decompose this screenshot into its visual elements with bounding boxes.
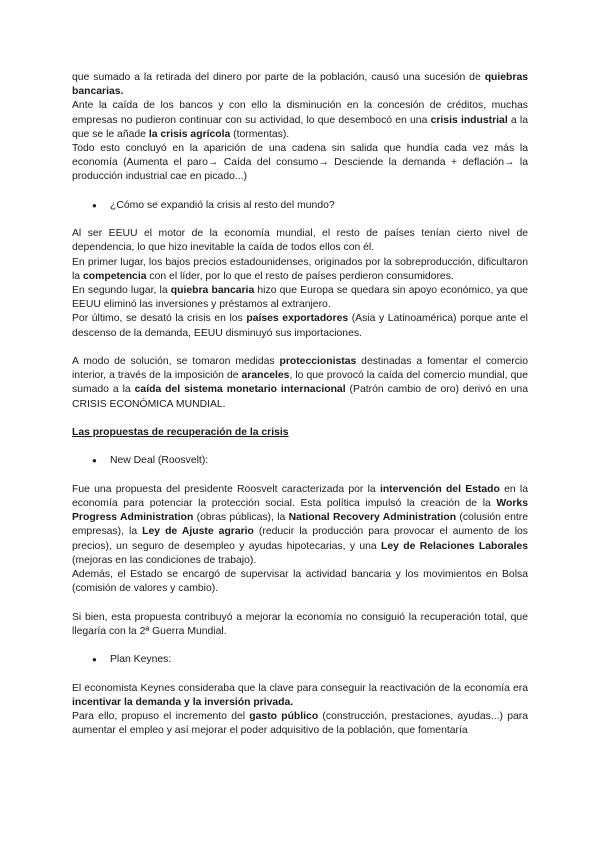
paragraph-new-deal: Fue una propuesta del presidente Roosvelt caracterizada por la intervención del Estado en la economía para potenciar la protección social. Esta política impulsó la creación de la Works Progress Administration (obras públicas), la National Recovery Administration (colusión entre empresas), la Ley de Ajuste agrario (reducir la producción para provocar el aumento de los precios), un seguro de desempleo y ayudas hipotecarias, y una Ley de Relaciones Laborales (mejoras en las condiciones de trabajo). [72,483,528,566]
emphasis: National Recovery Administration [288,512,457,524]
emphasis: caída del sistema monetario internacional [134,384,346,396]
paragraph-exporters: Por último, se desató la crisis en los países exportadores (Asia y Latinoamérica) porque ante el descenso de la demanda, EEUU disminuyó sus importaciones. [72,313,528,339]
emphasis: la crisis agrícola [148,128,231,140]
paragraph-dependency: Al ser EEUU el motor de la economía mundial, el resto de países tenían cierto nivel de dependencia, lo que hizo inevitable la caída de todos ellos con él. [72,228,528,254]
emphasis: aranceles [241,370,290,382]
bullet-text: ¿Cómo se expandió la crisis al resto del mundo? [110,199,335,211]
bullet-item-new-deal [72,454,528,468]
bullet-icon: ● [92,456,97,466]
bullet-text: Plan Keynes: [110,654,172,666]
paragraph-industrial-crisis: Ante la caída de los bancos y con ello la disminución en la concesión de créditos, muchas empresas no pudieron continuar con su actividad, lo que desembocó en una crisis industrial a la que se le añade la crisis agrícola (tormentas). [72,100,529,140]
emphasis: quiebra bancaria [170,285,255,297]
emphasis: crisis industrial [430,114,508,126]
emphasis: Ley de Relaciones Laborales [381,540,528,552]
emphasis: competencia [82,270,147,282]
paragraph-competition: En primer lugar, los bajos precios estadounidenses, originados por la sobreproducción, dificultaron la competencia con el líder, por lo que el resto de países perdieron consumidores. [72,256,528,282]
bullet-icon: ● [92,655,97,665]
paragraph-protectionism: A modo de solución, se tomaron medidas proteccionistas destinadas a fomentar el comercio interior, a través de la imposición de aranceles, lo que provocó la caída del comercio mundial, que sumado a la caída del sistema monetario internacional (Patrón cambio de oro) derivó en una CRISIS ECONÓMICA MUNDIAL. [72,356,528,410]
emphasis: intervención del Estado [379,483,500,495]
emphasis: incentivar la demanda y la inversión privada. [72,696,294,708]
paragraph-economic-chain: Todo esto concluyó en la aparición de una cadena sin salida que hundía cada vez más la economía (Aumenta el paro→ Caída del consumo→ Desciende la demanda + deflación→ la producción industrial cae en picado...) [72,143,528,183]
emphasis: proteccionistas [279,356,357,368]
section-heading: Las propuestas de recuperación de la crisis [72,427,289,439]
emphasis: quiebras bancarias. [72,72,528,98]
emphasis: países exportadores [246,313,349,325]
bullet-item-crisis-expansion [72,199,528,213]
emphasis: Ley de Ajuste agrario [142,526,254,538]
paragraph-keynes: El economista Keynes consideraba que la clave para conseguir la reactivación de la economía era incentivar la demanda y la inversión privada. [72,682,528,708]
paragraph-supervision: Además, el Estado se encargó de supervisar la actividad bancaria y los movimientos en Bolsa (comisión de valores y cambio). [72,569,528,595]
bullet-icon: ● [92,200,97,210]
paragraph-outcome: Si bien, esta propuesta contribuyó a mejorar la economía no consiguió la recuperación total, que llegaría con la 2ª Guerra Mundial. [72,611,528,637]
bullet-item-keynes [72,653,528,667]
emphasis: gasto público [249,711,319,722]
paragraph-public-spending: Para ello, propuso el incremento del gasto público (construcción, prestaciones, ayudas...) para aumentar el empleo y así mejorar el poder adquisitivo de la población, que fomentaría [72,711,529,737]
bullet-text: New Deal (Roosvelt): [110,455,209,467]
emphasis: Works Progress Administration [72,498,528,524]
paragraph-bank-failures: que sumado a la retirada del dinero por parte de la población, causó una sucesión de quiebras bancarias. [72,72,528,98]
paragraph-bank-crash: En segundo lugar, la quiebra bancaria hizo que Europa se quedara sin apoyo económico, ya que EEUU eliminó las inversiones y préstamos al extranjero. [72,285,529,311]
